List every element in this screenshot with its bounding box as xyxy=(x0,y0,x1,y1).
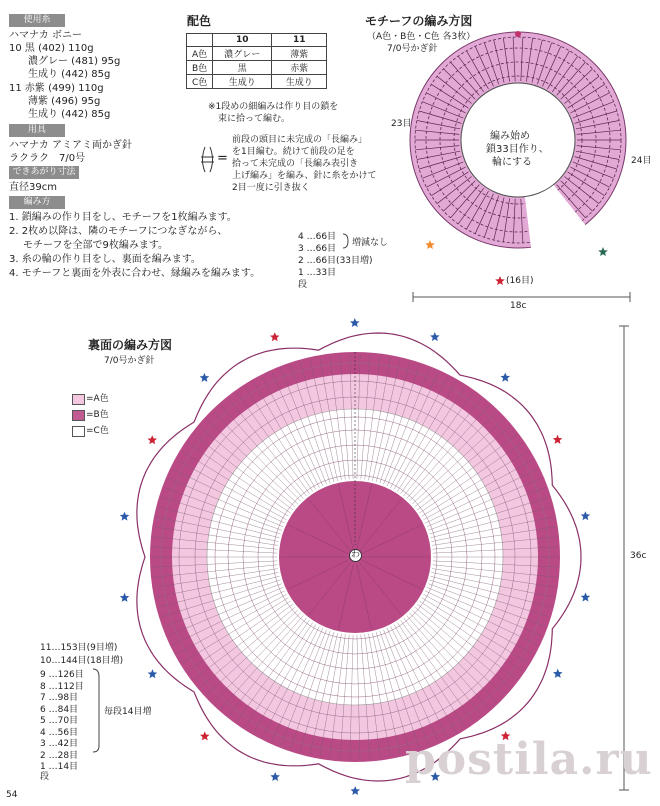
color-table-cell: 生成り xyxy=(272,75,327,89)
motif-width: 18c xyxy=(510,301,527,311)
back-row: 9 …126目 xyxy=(40,670,84,680)
back-star-icon xyxy=(120,512,130,521)
back-height: 36c xyxy=(630,551,647,561)
color-table-row-label: A色 xyxy=(187,47,213,61)
tool-line: ラクラク 7/0号 xyxy=(9,153,86,164)
back-row: 1 …14目 xyxy=(40,762,79,772)
legend-label-c: =C色 xyxy=(86,426,109,436)
note-2: を1目編む。続けて前段の足を xyxy=(232,147,355,157)
back-row: 7 …98目 xyxy=(40,693,79,703)
back-star-icon xyxy=(581,511,591,520)
motif-subtitle: （A色・B色・C色 各3枚） xyxy=(367,32,476,42)
back-row: 3 …42目 xyxy=(40,739,79,749)
color-table-cell: 薄紫 xyxy=(272,47,327,61)
header-size: できあがり寸法 xyxy=(9,166,79,179)
legend-label-a: =A色 xyxy=(86,394,109,404)
back-star-icon xyxy=(200,731,210,740)
color-table-title: 配色 xyxy=(187,14,212,28)
back-center-symbol: わ xyxy=(350,550,360,560)
back-row: 2 …28目 xyxy=(40,750,79,761)
color-table-row-label: B色 xyxy=(187,61,213,75)
back-star-icon xyxy=(200,373,210,382)
header-method: 編み方 xyxy=(9,196,65,209)
equals-sign: = xyxy=(217,151,228,166)
back-rows-bracket xyxy=(93,669,99,752)
back-star-icon xyxy=(581,592,591,601)
note-1: 束に拾って編む。 xyxy=(218,114,291,124)
back-row: 4 …56目 xyxy=(40,727,79,738)
motif-row: 2 …66目(33目増) xyxy=(298,256,373,266)
back-star-icon xyxy=(351,786,361,795)
color-table-col-head: 10 xyxy=(213,34,272,47)
note-2: 上げ編み」を編み、針に糸をかけて xyxy=(232,171,377,181)
note-2: 前段の頭目に未完成の「長編み」 xyxy=(232,135,368,145)
motif-label-right: 24目 xyxy=(631,156,652,166)
step-3: 3. 糸の輪の作り目をし、裏面を編みます。 xyxy=(9,254,201,265)
color-table-cell: 黒 xyxy=(213,61,272,75)
back-hook: 7/0号かぎ針 xyxy=(104,356,155,366)
motif-label-bottom: (16目) xyxy=(506,276,534,286)
color-table-cell: 濃グレー xyxy=(213,47,272,61)
color-table-row-label: C色 xyxy=(187,75,213,89)
back-star-icon xyxy=(148,669,158,678)
yarn-line: 10 黒 (402) 110g xyxy=(9,43,94,54)
back-star-icon xyxy=(350,318,360,327)
color-table-cell: 生成り xyxy=(213,75,272,89)
motif-dan: 段 xyxy=(298,280,308,290)
yarn-line: 11 赤紫 (499) 110g xyxy=(9,83,104,94)
motif-row: 3 …66目 xyxy=(298,244,337,254)
back-increase: 毎段14目増 xyxy=(104,707,152,717)
tool-line: ハマナカ アミアミ両かぎ針 xyxy=(9,140,132,151)
back-row: 6 …84目 xyxy=(40,704,79,715)
motif-center-text: 鎖33目作り、 xyxy=(486,144,549,155)
step-1: 1. 鎖編みの作り目をし、モチーフを1枚編みます。 xyxy=(9,212,237,223)
motif-center-text: 輪にする xyxy=(492,157,532,168)
motif-center-text: 編み始め xyxy=(490,131,530,142)
back-title: 裏面の編み方図 xyxy=(88,338,173,352)
back-height-line xyxy=(619,326,629,790)
step-2-cont: モチーフを全部で9枚編みます。 xyxy=(23,240,169,251)
motif-row: 4 …66目 xyxy=(298,232,337,242)
step-4: 4. モチーフと裏面を外表に合わせ、縁編みを編みます。 xyxy=(9,268,261,279)
back-row: 5 …70目 xyxy=(40,716,79,726)
note-1: ※1段めの細編みは作り目の鎖を xyxy=(208,102,339,112)
motif-row: 1 …33目 xyxy=(298,268,337,278)
step-2: 2. 2枚め以降は、隣のモチーフにつなぎながら、 xyxy=(9,226,228,237)
header-yarn: 使用糸 xyxy=(9,14,65,27)
back-star-icon xyxy=(270,772,280,781)
motif-no-change: 増減なし xyxy=(352,238,389,248)
back-star-icon xyxy=(501,373,511,382)
motif-hook: 7/0号かぎ針 xyxy=(387,44,438,54)
color-table-cell: 赤紫 xyxy=(272,61,327,75)
back-star-icon xyxy=(553,435,563,444)
page-number: 54 xyxy=(6,790,18,800)
note-2: 拾って未完成の「長編み表引き xyxy=(232,159,359,169)
back-row: 8 …112目 xyxy=(40,681,84,692)
yarn-line: 薄紫 (496) 95g xyxy=(28,96,101,107)
back-row-special: 10…144目(18目増) xyxy=(40,656,124,666)
back-star-icon xyxy=(430,332,440,341)
color-table-col-head: 11 xyxy=(272,34,327,47)
note-2: 2目一度に引き抜く xyxy=(232,183,310,193)
back-star-icon xyxy=(148,435,158,444)
finished-size: 直径39cm xyxy=(9,182,57,193)
motif-title: モチーフの編み方図 xyxy=(365,14,473,28)
motif-label-left: 23目 xyxy=(391,119,412,129)
yarn-line: 生成り (442) 85g xyxy=(28,109,111,120)
legend-label-b: =B色 xyxy=(86,410,109,420)
header-tools: 用具 xyxy=(9,124,65,137)
yarn-line: 濃グレー (481) 95g xyxy=(28,56,121,67)
back-star-icon xyxy=(270,332,280,341)
back-dan: 段 xyxy=(40,772,50,782)
back-star-icon xyxy=(120,593,130,602)
yarn-line: 生成り (442) 85g xyxy=(28,69,111,80)
yarn-brand: ハマナカ ボニー xyxy=(9,30,82,41)
back-star-icon xyxy=(553,669,563,678)
watermark: postila.ru xyxy=(405,734,653,785)
back-row-special: 11…153目(9目増) xyxy=(40,643,118,653)
